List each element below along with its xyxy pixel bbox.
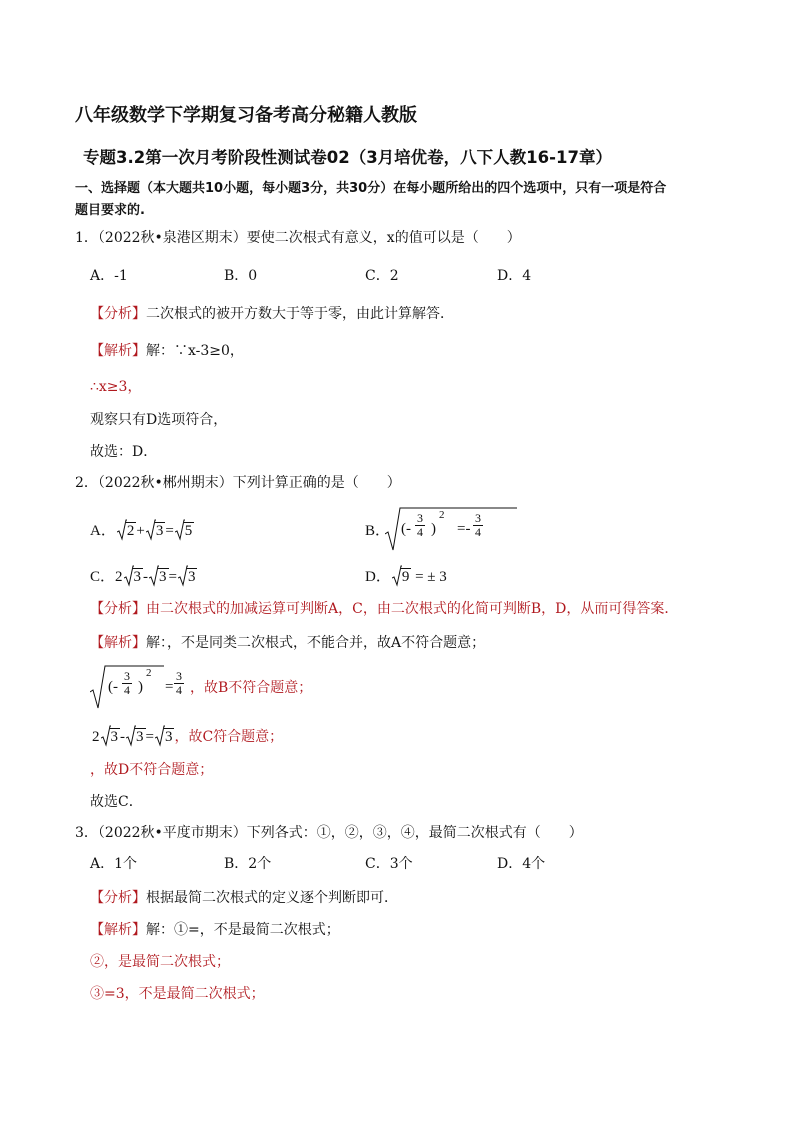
q2-answer: 故选C． xyxy=(90,794,143,810)
q2-option-a-label: A． xyxy=(90,523,116,539)
q3-option-a: A．1个 xyxy=(90,856,138,872)
q2-option-b-rhs-fraction: $\frac{3}{4}$ xyxy=(475,511,481,539)
q3-solution-tag: 【解析】 xyxy=(90,922,146,938)
q1-answer: 故选：D． xyxy=(90,444,158,460)
q1-solution-text: 解：∵x-3≥0， xyxy=(146,343,244,359)
q2-analysis xyxy=(90,600,678,618)
q1-option-c: C．2 xyxy=(365,268,399,284)
q2-option-d: D． 9 = ± 3 xyxy=(365,568,447,586)
q1-analysis-text: 二次根式的被开方数大于等于零，由此计算解答． xyxy=(146,306,454,322)
q2-option-d-label: D． xyxy=(365,569,391,585)
q3-step3: ③=3，不是最简二次根式； xyxy=(90,986,265,1002)
sqrt-icon: 3 xyxy=(149,568,169,586)
sqrt-icon: 2 xyxy=(117,522,137,540)
q2-analysis-text: 由二次根式的加减运算可判断A，C，由二次根式的化简可判断B，D，从而可得答案． xyxy=(146,601,679,617)
q2-solution-text: 解：，不是同类二次根式，不能合并，故A不符合题意； xyxy=(146,635,486,651)
q1-option-d: D．4 xyxy=(497,268,532,284)
q1-analysis xyxy=(90,305,454,323)
q3-solution-text: 解：①=，不是最简二次根式； xyxy=(146,922,340,938)
q2-step-d: ，故D不符合题意； xyxy=(90,762,214,778)
sqrt-icon: 3 xyxy=(155,728,175,746)
sqrt-icon: 3 xyxy=(146,522,166,540)
sqrt-icon: 9 xyxy=(392,568,412,586)
q2-step-c: 2 3 - 3 = 3 ，故C符合题意； xyxy=(92,728,283,746)
q3-option-b: B．2个 xyxy=(224,856,272,872)
q2-option-c: C．2 3 - 3 = 3 xyxy=(90,568,197,586)
q3-analysis-text: 根据最简二次根式的定义逐个判断即可． xyxy=(146,890,398,906)
sqrt-icon: 3 xyxy=(124,568,144,586)
q3-analysis-tag: 【分析】 xyxy=(90,890,146,906)
q1-option-a: A．-1 xyxy=(90,268,128,284)
q3-step2: ②，是最简二次根式； xyxy=(90,954,230,970)
document-subtitle: 专题3.2第一次月考阶段性测试卷02（3月培优卷，八下人教16-17章） xyxy=(83,148,612,167)
sqrt-icon: 3 xyxy=(101,728,121,746)
q3-stem: 3．（2022秋•平度市期末）下列各式：①，②，③，④，最简二次根式有（ ） xyxy=(75,825,583,841)
q1-step2: 观察只有D选项符合， xyxy=(90,412,228,428)
q1-solution-tag: 【解析】 xyxy=(90,343,146,359)
q1-stem: 1．（2022秋•泉港区期末）要使二次根式有意义，x的值可以是（ ） xyxy=(75,230,521,246)
q3-option-d: D．4个 xyxy=(497,856,546,872)
q1-analysis-tag: 【分析】 xyxy=(90,306,146,322)
q2-solution-tag: 【解析】 xyxy=(90,635,146,651)
section-instruction-line1: 一、选择题（本大题共10小题，每小题3分，共30分）在每小题所给出的四个选项中，只有一项是符合 xyxy=(75,181,667,196)
q3-analysis xyxy=(90,889,398,907)
q2-stem: 2．（2022秋•郴州期末）下列计算正确的是（ ） xyxy=(75,475,401,491)
q2-option-c-label: C． xyxy=(90,569,116,585)
q2-analysis-tag: 【分析】 xyxy=(90,601,146,617)
page: 八年级数学下学期复习备考高分秘籍人教版 专题3.2第一次月考阶段性测试卷02（3月培优卷，八下人教16-17章） 一、选择题（本大题共10小题，每小题3分，共30分）在每小题所给出的四个选项中，只有一项是符合 题目要求的. 1．（2022秋•泉港区期末）要使二次根式有意义，x的值可以是（ ） A．-1 B．0 C．2 D．4 【分析】二次根式的被开方数大于等于零，由此计算解答． 【解析】解：∵x-3≥0， ∴x≥3， 观察只有D选项符合， 故选：D． 2．（2022秋•郴州期末）下列计算正确的是（ ） A． 2 + 3 = 5 B． (- $\frac{3}{4}$ ) 2 =- $\frac{3}{4}$ C．2 3 - 3 = 3 D． 9 = ± 3 【分析】由二次根式的加减运算可判断A，C，由二次根式的化简可判断B，D，从而可得答案． 【解析】解：，不是同类二次根式，不能合并，故A不符合题意； (- $\frac{3}{4}$ ) 2 = $\frac{3}{4}$ ，故B不符合题意； 2 3 - 3 = 3 ，故C符合题意； ，故D不符合题意； 故选C． 3．（2022秋•平度市期末）下列各式：①，②，③，④，最简二次根式有（ ） A．1个 B．2个 C．3个 D．4个 【分析】根据最简二次根式的定义逐个判断即可． 【解析】解：①=，不是最简二次根式； ②，是最简二次根式； ③=3，不是最简二次根式； xyxy=(75,105,679,1002)
q1-option-b: B．0 xyxy=(224,268,258,284)
sqrt-icon: 5 xyxy=(175,522,195,540)
q3-solution xyxy=(90,921,340,939)
q1-solution xyxy=(90,342,244,360)
q2-solution xyxy=(90,634,485,652)
q1-step1: ∴x≥3， xyxy=(90,379,142,395)
q3-option-c: C．3个 xyxy=(365,856,413,872)
sqrt-icon: 3 xyxy=(126,728,146,746)
document-title: 八年级数学下学期复习备考高分秘籍人教版 xyxy=(75,105,417,126)
section-instruction-line2: 题目要求的. xyxy=(75,203,145,218)
sqrt-icon: 3 xyxy=(178,568,198,586)
q2-option-a: A． 2 + 3 = 5 xyxy=(90,522,194,540)
q2-option-b-fraction: $\frac{3}{4}$ xyxy=(417,511,423,539)
q2-option-b-label: B． xyxy=(365,523,391,539)
